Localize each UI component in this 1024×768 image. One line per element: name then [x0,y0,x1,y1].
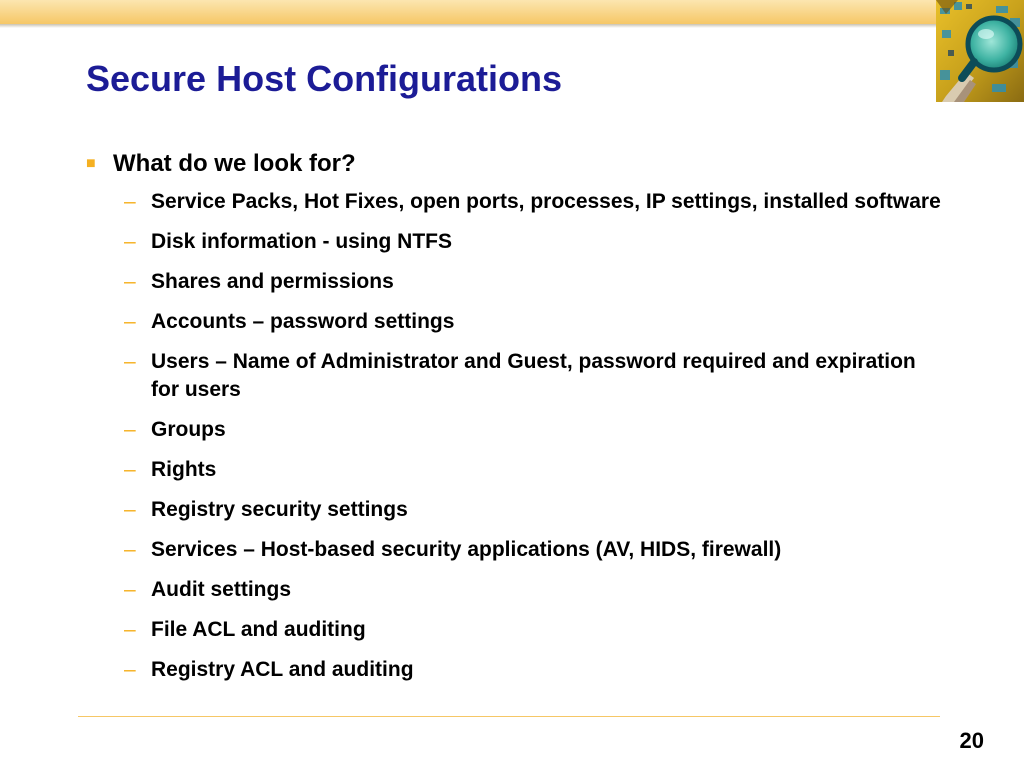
dash-bullet-icon: – [124,498,136,521]
list-item: – File ACL and auditing [124,616,946,644]
list-item: – Audit settings [124,576,946,604]
dash-bullet-icon: – [124,270,136,293]
dash-bullet-icon: – [124,350,136,373]
list-item: – Disk information - using NTFS [124,228,946,256]
list-item: – Shares and permissions [124,268,946,296]
dash-bullet-icon: – [124,538,136,561]
list-item: – Registry ACL and auditing [124,656,946,684]
dash-bullet-icon: – [124,190,136,213]
dash-bullet-icon: – [124,310,136,333]
dash-bullet-icon: – [124,458,136,481]
bottom-divider [78,716,940,717]
dash-bullet-icon: – [124,230,136,253]
dash-bullet-icon: – [124,658,136,681]
square-bullet-icon: ■ [86,155,96,172]
list-item: – Groups [124,416,946,444]
list-item: – Users – Name of Administrator and Guest, password required and expiration for users [124,350,916,401]
dash-bullet-icon: – [124,618,136,641]
slide-title: Secure Host Configurations [86,58,563,99]
sub-bullet-list [86,188,946,684]
list-item: – Service Packs, Hot Fixes, open ports, processes, IP settings, installed software [124,188,946,216]
list-item: – Accounts – password settings [124,308,946,336]
page-number: 20 [959,728,984,753]
main-bullet [86,148,946,180]
dash-bullet-icon: – [124,418,136,441]
list-item: – Registry security settings [124,496,946,524]
main-bullet-text: What do we look for? [113,150,356,177]
top-band-shadow [0,24,1024,28]
top-band [0,0,1024,24]
slide-content [86,148,946,696]
list-item: – Rights [124,456,946,484]
list-item: – Services – Host-based security applications (AV, HIDS, firewall) [124,536,946,564]
dash-bullet-icon: – [124,578,136,601]
magnifying-glass-icon [936,0,1024,102]
